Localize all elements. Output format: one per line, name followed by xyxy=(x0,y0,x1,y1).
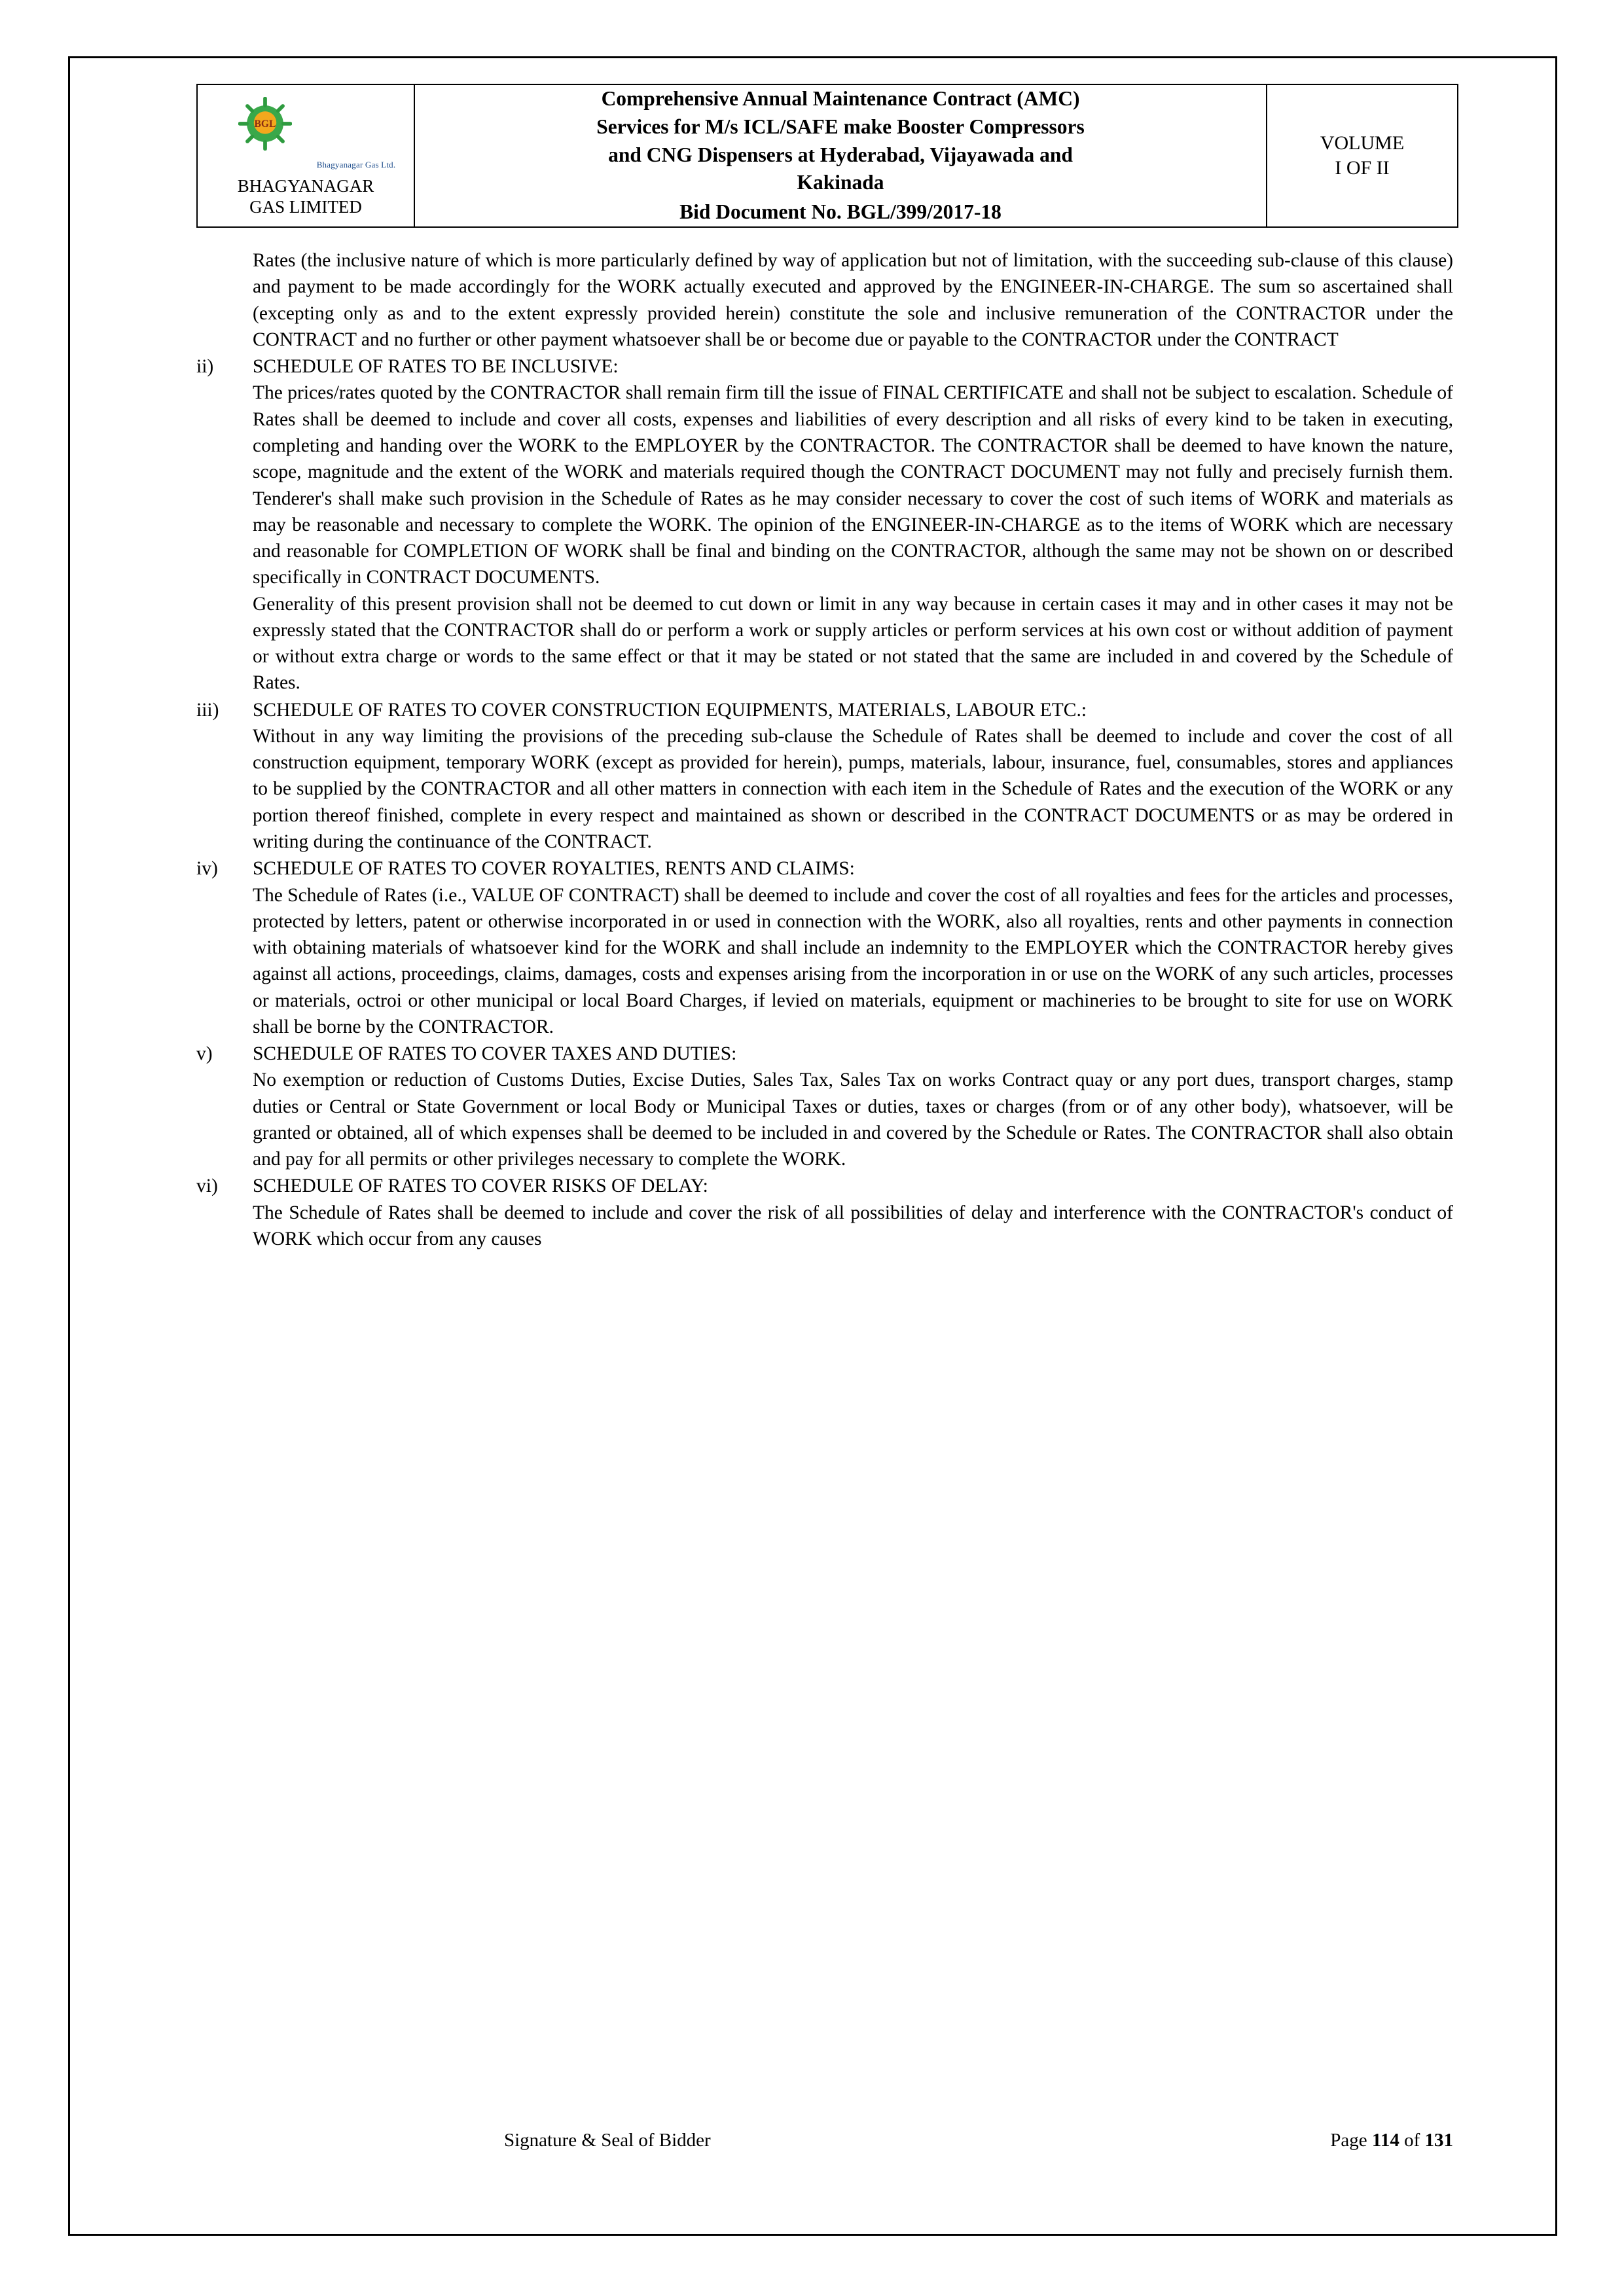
header-title-line3: and CNG Dispensers at Hyderabad, Vijayawada and xyxy=(608,143,1073,166)
clause-paragraph-v-1: No exemption or reduction of Customs Duties, Excise Duties, Sales Tax, Sales Tax on works Contract quay or any port dues, transport charges, stamp duties or Central or State Government or local Body or Municipal Taxes or duties, taxes or charges (from or of any other body), whatsoever, will be granted or obtained, all of which expenses shall be deemed to be included in and covered by the Schedule or Rates. The CONTRACTOR shall also obtain and pay for all permits or other privileges necessary to complete the WORK. xyxy=(253,1069,1453,1170)
footer-page-number xyxy=(1330,2130,1453,2151)
header-title-line4: Kakinada xyxy=(797,171,884,194)
clause-marker-vi: vi) xyxy=(196,1175,218,1197)
page-content xyxy=(196,84,1453,1252)
document-header-table xyxy=(196,84,1458,228)
footer-page-of: of xyxy=(1399,2130,1425,2151)
logo-wrap xyxy=(198,94,414,171)
clause-marker-v: v) xyxy=(196,1043,213,1065)
clause-heading-vi: SCHEDULE OF RATES TO COVER RISKS OF DELAY: xyxy=(253,1175,708,1197)
clause-paragraph-ii-2: Generality of this present provision shall not be deemed to cut down or limit in any way because in certain cases it may and in other cases it may not be expressly stated that the CONTRACTOR shall do or perform a work or supply articles or perform services at his own cost or without addition of payment or without extra charge or words to the same effect or that it may be stated or not stated that the same are included in and covered by the Schedule of Rates. xyxy=(253,593,1453,694)
footer-page-total: 131 xyxy=(1424,2130,1453,2151)
sun-burst-icon xyxy=(238,97,292,151)
header-title xyxy=(415,85,1266,197)
company-name-line1: BHAGYANAGAR xyxy=(237,175,374,196)
clause-marker-iv: iv) xyxy=(196,858,218,880)
clause-item-v xyxy=(196,1041,1453,1172)
document-body xyxy=(196,247,1453,1252)
clause-heading-iii: SCHEDULE OF RATES TO COVER CONSTRUCTION EQUIPMENTS, MATERIALS, LABOUR ETC.: xyxy=(253,699,1087,721)
bid-document-number: Bid Document No. BGL/399/2017-18 xyxy=(679,200,1001,224)
clause-marker-ii: ii) xyxy=(196,356,214,378)
clause-marker-iii: iii) xyxy=(196,699,219,721)
footer-signature: Signature & Seal of Bidder xyxy=(504,2130,711,2151)
header-title-line2: Services for M/s ICL/SAFE make Booster Compressors xyxy=(596,115,1085,138)
company-name xyxy=(198,176,414,218)
page-footer xyxy=(196,2130,1453,2151)
header-volume-cell xyxy=(1267,84,1458,227)
company-name-line2: GAS LIMITED xyxy=(249,196,362,217)
svg-text:BGL: BGL xyxy=(254,118,276,130)
volume-line2: I OF II xyxy=(1335,157,1390,179)
clause-heading-ii: SCHEDULE OF RATES TO BE INCLUSIVE: xyxy=(253,356,619,378)
logo-caption: Bhagyanagar Gas Ltd. xyxy=(316,159,396,170)
footer-page-current: 114 xyxy=(1371,2130,1399,2151)
clause-paragraph-vi-1: The Schedule of Rates shall be deemed to include and cover the risk of all possibilities of delay and interference with the CONTRACTOR's conduct of WORK which occur from any causes xyxy=(253,1202,1453,1249)
clause-item-ii xyxy=(196,353,1453,696)
volume-line1: VOLUME xyxy=(1320,132,1405,154)
clause-heading-iv: SCHEDULE OF RATES TO COVER ROYALTIES, RENTS AND CLAIMS: xyxy=(253,858,855,880)
footer-page-prefix: Page xyxy=(1330,2130,1372,2151)
header-logo-cell xyxy=(197,84,414,227)
header-title-cell xyxy=(414,84,1267,227)
bgl-sun-logo-icon xyxy=(216,94,314,168)
clause-item-iii xyxy=(196,697,1453,855)
intro-paragraph: Rates (the inclusive nature of which is more particularly defined by way of application but not of limitation, with the succeeding sub-clause of this clause) and payment to be made accordingly for the WORK actually executed and approved by the ENGINEER-IN-CHARGE. The sum so ascertained shall (excepting only as and to the extent expressly provided herein) constitute the sole and inclusive remuneration of the CONTRACTOR under the CONTRACT and no further or other payment whatsoever shall be or become due or payable to the CONTRACTOR under the CONTRACT xyxy=(253,250,1453,350)
clause-item-iv xyxy=(196,855,1453,1040)
clause-paragraph-ii-1: The prices/rates quoted by the CONTRACTOR shall remain firm till the issue of FINAL CERTIFICATE and shall not be subject to escalation. Schedule of Rates shall be deemed to include and cover all costs, expenses and liabilities of every description and all risks of every kind to be taken in executing, completing and handing over the WORK to the EMPLOYER by the CONTRACTOR. The CONTRACTOR shall be deemed to have known the nature, scope, magnitude and the extent of the WORK and materials required though the CONTRACT DOCUMENT may not fully and precisely furnish them. Tenderer's shall make such provision in the Schedule of Rates as he may consider necessary to cover the cost of such items of WORK and materials as may be reasonable and necessary to complete the WORK. The opinion of the ENGINEER-IN-CHARGE as to the items of WORK which are necessary and reasonable for COMPLETION OF WORK shall be final and binding on the CONTRACTOR, although the same may not be shown on or described specifically in CONTRACT DOCUMENTS. xyxy=(253,382,1453,588)
header-title-line1: Comprehensive Annual Maintenance Contract (AMC) xyxy=(601,87,1080,110)
clause-heading-v: SCHEDULE OF RATES TO COVER TAXES AND DUTIES: xyxy=(253,1043,737,1065)
clause-paragraph-iv-1: The Schedule of Rates (i.e., VALUE OF CONTRACT) shall be deemed to include and cover the cost of all royalties and fees for the articles and processes, protected by letters, patent or otherwise incorporated in or used in connection with the WORK, also all royalties, rents and other payments in connection with obtaining materials of whatsoever kind for the WORK and shall include an indemnity to the EMPLOYER which the CONTRACTOR hereby gives against all actions, proceedings, claims, damages, costs and expenses arising from the incorporation in or use on the WORK of any such articles, processes or materials, octroi or other municipal or local Board Charges, if levied on materials, equipment or machineries to be brought to site for use on WORK shall be borne by the CONTRACTOR. xyxy=(253,884,1453,1037)
header-row xyxy=(197,84,1458,227)
clause-item-vi xyxy=(196,1173,1453,1252)
clause-paragraph-iii-1: Without in any way limiting the provisions of the preceding sub-clause the Schedule of Rates shall be deemed to include and cover the cost of all construction equipment, temporary WORK (except as provided for herein), pumps, materials, labour, insurance, fuel, consumables, stores and appliances to be supplied by the CONTRACTOR and all other matters in connection with each item in the Schedule of Rates and the execution of the WORK or any portion thereof finished, complete in every respect and maintained as shown or described in the CONTRACT DOCUMENTS or as may be ordered in writing during the continuance of the CONTRACT. xyxy=(253,725,1453,852)
